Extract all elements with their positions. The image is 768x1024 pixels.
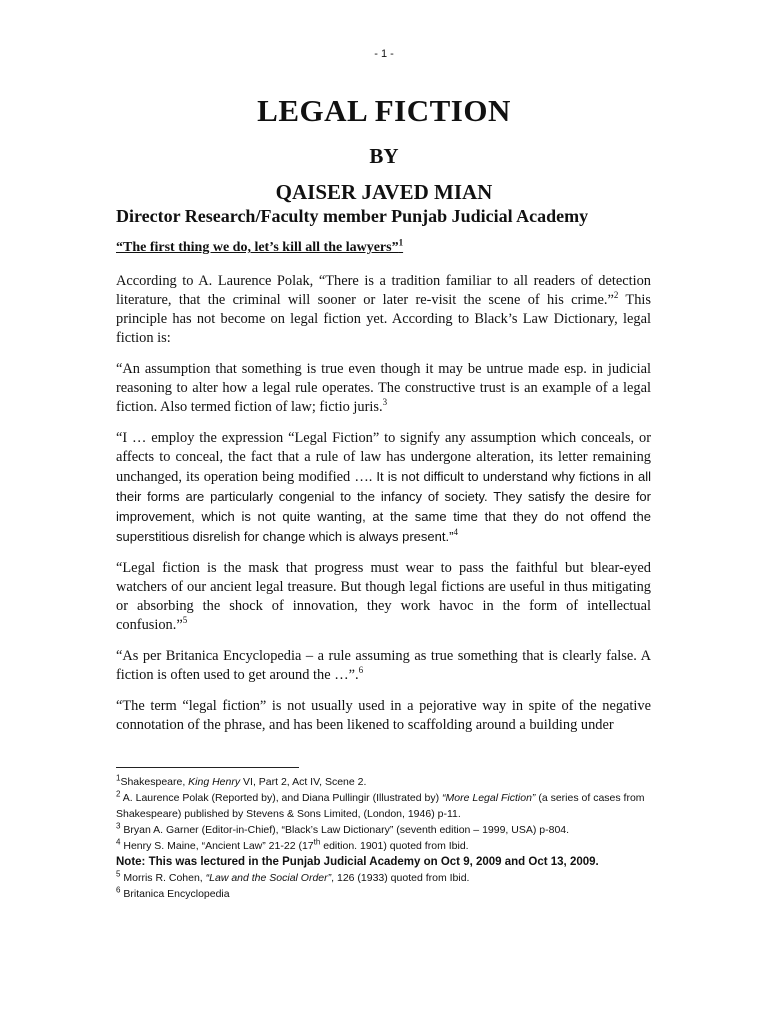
footnote-ref-6: 6	[358, 665, 364, 676]
document-title: LEGAL FICTION	[257, 93, 511, 128]
footnote-4-ordinal: th	[313, 837, 321, 847]
footnote-ref-4: 4	[453, 527, 458, 538]
footnote-2-text-b: “More Legal Fiction”	[442, 792, 536, 804]
footnote-ref-2: 2	[613, 290, 619, 301]
paragraph-intro-text-b: This principle has not become on legal fiction yet. According to Black’s Law Dictionary, legal fiction is:	[116, 292, 651, 346]
paragraph-maine-text-b: It is not difficult to understand why fictions in all their forms are particularly congenial to the infancy of society. They satisfy the desire for improvement, which is not quite wanting, at the same time that they do not offend the superstitious disrelish for change which is always present.”	[116, 469, 651, 544]
footnote-1	[116, 774, 656, 790]
footnote-6	[116, 886, 656, 902]
footnote-divider	[116, 767, 299, 768]
lecture-note: Note: This was lectured in the Punjab Judicial Academy on Oct 9, 2009 and Oct 13, 2009.	[116, 856, 599, 868]
footnote-3-number: 3	[116, 821, 121, 831]
paragraph-intro-text-a: According to A. Laurence Polak, “There is a tradition familiar to all readers of detection literature, that the criminal will sooner or later re-visit the scene of his crime.”	[116, 273, 651, 308]
footnote-ref-1: 1	[398, 237, 404, 248]
byline-label: BY	[369, 144, 399, 168]
footnote-4-text-b: edition. 1901) quoted from Ibid.	[320, 840, 469, 852]
paragraph-cohen-text: “Legal fiction is the mask that progress must wear to pass the faithful but blear-eyed watchers of our ancient legal treasure. But though legal fictions are useful in thus mitigating or absorbing the shock of innovation, they work havoc in the form of intellectual confusion.”	[116, 560, 651, 633]
footnote-6-number: 6	[116, 885, 121, 895]
paragraph-blacks-definition	[116, 360, 651, 417]
author-role: Director Research/Faculty member Punjab Judicial Academy	[116, 206, 589, 226]
paragraph-scaffolding	[116, 697, 651, 735]
footnote-2	[116, 790, 656, 822]
footnote-ref-5: 5	[182, 615, 188, 626]
epigraph-text: “The first thing we do, let’s kill all the lawyers”	[116, 240, 399, 255]
footnote-2-text-c: (a series of cases from Shakespeare) published by Stevens & Sons Limited, (London, 1946) p-11.	[116, 792, 645, 820]
footnote-5-text-a: Morris R. Cohen,	[120, 872, 206, 884]
body-text	[116, 272, 651, 747]
footnote-3-text: Bryan A. Garner (Editor-in-Chief), “Black’s Law Dictionary” (seventh edition – 1999, USA) p-804.	[120, 824, 570, 836]
paragraph-maine-text-a: “I … employ the expression “Legal Fiction” to signify any assumption which conceals, or affects to conceal, the fact that a rule of law has undergone alteration, its letter remaining unchanged, its operation being modified ….	[116, 430, 651, 485]
paragraph-britanica-text: “As per Britanica Encyclopedia – a rule assuming as true something that is clearly false. A fiction is often used to get around the …”.	[116, 648, 651, 683]
paragraph-britanica-quote	[116, 647, 651, 685]
footnote-ref-3: 3	[382, 397, 388, 408]
footnote-1-text-c: VI, Part 2, Act IV, Scene 2.	[240, 776, 367, 788]
footnote-1-text-b: King Henry	[188, 776, 241, 788]
footnote-5	[116, 870, 656, 886]
footnote-2-number: 2	[116, 789, 121, 799]
footnote-1-text-a: Shakespeare,	[120, 776, 189, 788]
author-name: QAISER JAVED MIAN	[275, 180, 493, 204]
paragraph-cohen-quote	[116, 559, 651, 635]
footnote-4-number: 4	[116, 837, 121, 847]
footnote-3	[116, 822, 656, 838]
footnote-2-text-a: A. Laurence Polak (Reported by), and Diana Pullingir (Illustrated by)	[120, 792, 443, 804]
footnote-6-text: Britanica Encyclopedia	[120, 888, 230, 900]
epigraph	[116, 237, 404, 256]
footnote-5-number: 5	[116, 869, 121, 879]
paragraph-intro	[116, 272, 651, 348]
footnote-5-text-b: “Law and the Social Order”	[205, 872, 332, 884]
footnotes	[116, 774, 656, 902]
footnote-5-text-c: , 126 (1933) quoted from Ibid.	[331, 872, 470, 884]
paragraph-scaffolding-text: “The term “legal fiction” is not usually used in a pejorative way in spite of the negative connotation of the phrase, and has been likened to scaffolding around a building under	[116, 698, 651, 733]
footnote-4	[116, 838, 656, 854]
page-number: - 1 -	[374, 48, 394, 60]
footnote-1-number: 1	[116, 773, 121, 783]
paragraph-maine-quote	[116, 429, 651, 547]
footnote-4-text-a: Henry S. Maine, “Ancient Law” 21-22 (17	[120, 840, 314, 852]
paragraph-blacks-text: “An assumption that something is true even though it may be untrue made esp. in judicial reasoning to alter how a legal rule operates. The constructive trust is an example of a legal fiction. Also termed fiction of law; fictio juris.	[116, 361, 651, 415]
